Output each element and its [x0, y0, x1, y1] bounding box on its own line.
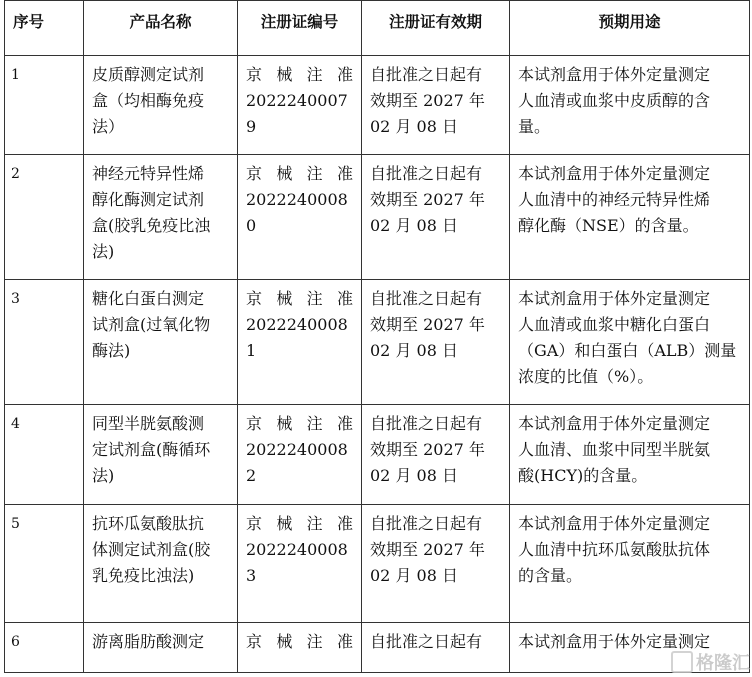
cell-line: 本试剂盒用于体外定量测定	[518, 514, 711, 533]
table-row	[5, 505, 750, 623]
cell-line: 人血清中抗环瓜氨酸肽抗体	[518, 540, 711, 559]
cell-line: 02 月 08 日	[370, 216, 458, 235]
registration-table	[4, 0, 750, 673]
cell-line	[246, 411, 353, 437]
cell-line: 量。	[518, 117, 551, 136]
cell-line: 乳免疫比浊法)	[92, 566, 195, 585]
cell-product-name	[84, 623, 238, 673]
cell-line: 游离脂肪酸测定	[92, 632, 205, 651]
cell-line: 本试剂盒用于体外定量测定	[518, 164, 711, 183]
table-header-row	[5, 1, 750, 56]
cell-product-name	[84, 280, 238, 405]
cell-line: 20222400083	[246, 540, 348, 585]
cell-line: 自批准之日起有	[370, 289, 483, 308]
cell-product-name	[84, 505, 238, 623]
reg-char: 准	[336, 632, 353, 651]
reg-char: 械	[276, 514, 293, 533]
cell-line: 的含量。	[518, 566, 583, 585]
reg-char: 械	[276, 65, 293, 84]
cell-line: 02 月 08 日	[370, 341, 458, 360]
cell-line	[246, 161, 353, 187]
cell-line: 效期至 2027 年	[370, 190, 485, 209]
reg-char: 京	[246, 414, 263, 433]
cell-validity	[362, 155, 510, 280]
cell-line: 20222400079	[246, 91, 348, 136]
cell-validity	[362, 280, 510, 405]
reg-char: 准	[336, 164, 353, 183]
cell-line: 20222400082	[246, 440, 348, 485]
cell-line: 本试剂盒用于体外定量测定	[518, 65, 711, 84]
cell-line: 效期至 2027 年	[370, 315, 485, 334]
cell-no: 3	[5, 280, 84, 405]
table-row	[5, 623, 750, 673]
cell-registration-no	[238, 280, 362, 405]
cell-line: 盒(胶乳免疫比浊	[92, 216, 211, 235]
cell-line: 自批准之日起有	[370, 164, 483, 183]
reg-char: 准	[336, 414, 353, 433]
cell-line: 同型半胱氨酸测	[92, 414, 205, 433]
cell-line: 皮质醇测定试剂	[92, 65, 205, 84]
cell-registration-no	[238, 155, 362, 280]
cell-line: 20222400081	[246, 315, 348, 360]
cell-line	[246, 286, 353, 312]
cell-no: 4	[5, 405, 84, 505]
reg-char: 京	[246, 65, 263, 84]
cell-intended-use	[510, 56, 750, 155]
table-row	[5, 56, 750, 155]
cell-line: 酶法)	[92, 341, 131, 360]
table-row	[5, 405, 750, 505]
reg-char: 械	[276, 414, 293, 433]
cell-line: 02 月 08 日	[370, 466, 458, 485]
cell-registration-no	[238, 405, 362, 505]
header-no: 序号	[5, 1, 84, 56]
cell-line: 02 月 08 日	[370, 566, 458, 585]
reg-char: 械	[276, 289, 293, 308]
cell-intended-use	[510, 280, 750, 405]
cell-no: 5	[5, 505, 84, 623]
cell-validity	[362, 623, 510, 673]
cell-line: 糖化白蛋白测定	[92, 289, 205, 308]
cell-line: 自批准之日起有	[370, 414, 483, 433]
table-row	[5, 155, 750, 280]
cell-line: 醇化酶（NSE）的含量。	[518, 216, 699, 235]
cell-line: 自批准之日起有	[370, 632, 483, 651]
cell-line: 神经元特异性烯	[92, 164, 205, 183]
cell-line: 自批准之日起有	[370, 514, 483, 533]
cell-line: 定试剂盒(酶循环	[92, 440, 211, 459]
cell-line	[246, 629, 353, 655]
cell-validity	[362, 56, 510, 155]
cell-no: 2	[5, 155, 84, 280]
cell-line: （GA）和白蛋白（ALB）测量	[518, 341, 737, 360]
cell-no: 1	[5, 56, 84, 155]
watermark-icon	[671, 651, 693, 673]
cell-line: 酸(HCY)的含量。	[518, 466, 648, 485]
header-intended-use: 预期用途	[510, 1, 750, 56]
reg-char: 准	[336, 289, 353, 308]
cell-line: 本试剂盒用于体外定量测定	[518, 289, 711, 308]
cell-line: 法)	[92, 242, 115, 261]
cell-line: 效期至 2027 年	[370, 91, 485, 110]
cell-line	[246, 511, 353, 537]
cell-product-name	[84, 56, 238, 155]
cell-line: 本试剂盒用于体外定量测定	[518, 414, 711, 433]
cell-line: 本试剂盒用于体外定量测定	[518, 632, 711, 651]
reg-char: 注	[306, 632, 323, 651]
reg-char: 注	[306, 514, 323, 533]
cell-line: 人血清或血浆中糖化白蛋白	[518, 315, 711, 334]
cell-line: 抗环瓜氨酸肽抗	[92, 514, 205, 533]
cell-line: 法)	[92, 466, 115, 485]
cell-line: 自批准之日起有	[370, 65, 483, 84]
reg-char: 准	[336, 65, 353, 84]
header-validity: 注册证有效期	[362, 1, 510, 56]
cell-line: 浓度的比值（%）。	[518, 367, 654, 386]
cell-intended-use	[510, 505, 750, 623]
reg-char: 京	[246, 514, 263, 533]
cell-no: 6	[5, 623, 84, 673]
reg-char: 注	[306, 414, 323, 433]
cell-line: 法）	[92, 117, 125, 136]
cell-intended-use	[510, 405, 750, 505]
reg-char: 准	[336, 514, 353, 533]
reg-char: 京	[246, 164, 263, 183]
cell-validity	[362, 405, 510, 505]
cell-line: 盒（均相酶免疫	[92, 91, 205, 110]
cell-line: 02 月 08 日	[370, 117, 458, 136]
cell-line: 20222400080	[246, 190, 348, 235]
cell-intended-use	[510, 155, 750, 280]
reg-char: 械	[276, 164, 293, 183]
cell-line: 人血清或血浆中皮质醇的含	[518, 91, 711, 110]
reg-char: 京	[246, 289, 263, 308]
cell-line: 醇化酶测定试剂	[92, 190, 205, 209]
cell-line: 体测定试剂盒(胶	[92, 540, 211, 559]
cell-line: 人血清中的神经元特异性烯	[518, 190, 711, 209]
cell-line: 人血清、血浆中同型半胱氨	[518, 440, 711, 459]
cell-product-name	[84, 155, 238, 280]
watermark-logo	[671, 649, 750, 675]
cell-registration-no	[238, 505, 362, 623]
cell-line: 试剂盒(过氧化物	[92, 315, 211, 334]
reg-char: 械	[276, 632, 293, 651]
header-product-name: 产品名称	[84, 1, 238, 56]
cell-line: 效期至 2027 年	[370, 440, 485, 459]
watermark-text: 格隆汇	[696, 653, 750, 674]
reg-char: 京	[246, 632, 263, 651]
cell-registration-no	[238, 623, 362, 673]
cell-line	[246, 62, 353, 88]
header-registration-no: 注册证编号	[238, 1, 362, 56]
cell-validity	[362, 505, 510, 623]
cell-product-name	[84, 405, 238, 505]
reg-char: 注	[306, 164, 323, 183]
cell-line: 效期至 2027 年	[370, 540, 485, 559]
reg-char: 注	[306, 65, 323, 84]
table-row	[5, 280, 750, 405]
cell-registration-no	[238, 56, 362, 155]
reg-char: 注	[306, 289, 323, 308]
